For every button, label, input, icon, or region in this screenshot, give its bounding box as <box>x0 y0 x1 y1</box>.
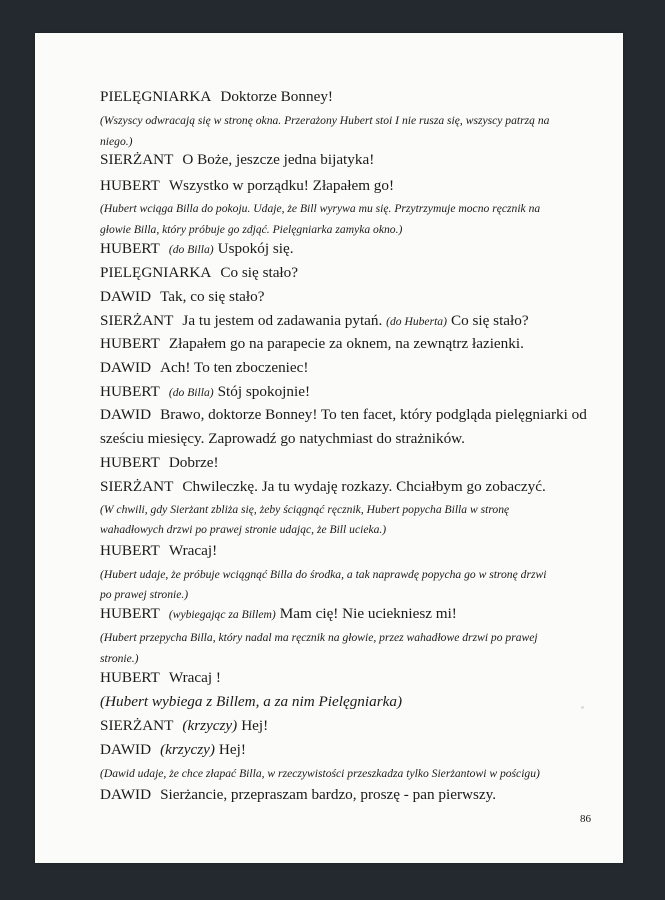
aside-direction: (krzyczy) <box>160 741 215 758</box>
speaker-name: DAWID <box>100 786 152 803</box>
speaker-name: HUBERT <box>100 383 160 400</box>
dialogue-line <box>100 151 374 169</box>
speaker-name: PIELĘGNIARKA <box>100 264 212 281</box>
dialogue-text: Wszystko w porządku! Złapałem go! <box>168 177 395 194</box>
speaker-name: HUBERT <box>100 454 160 471</box>
document-page <box>35 33 623 863</box>
dialogue-text: Hej! <box>218 741 246 758</box>
stage-direction: po prawej stronie.) <box>100 588 189 601</box>
speaker-name: SIERŻANT <box>100 151 174 168</box>
stage-direction: (Hubert udaje, że próbuje wciągnąć Billa do środka, a tak naprawdę popycha go w stronę drzwi <box>100 568 547 581</box>
dialogue-text: Chwileczkę. Ja tu wydaję rozkazy. Chciałbym go zobaczyć. <box>182 478 546 495</box>
dialogue-line <box>100 335 524 353</box>
dialogue-text: O Boże, jeszcze jedna bijatyka! <box>182 151 375 168</box>
dialogue-line <box>100 669 221 687</box>
dialogue-line <box>100 240 294 258</box>
paper-speck <box>581 706 584 709</box>
speaker-name: HUBERT <box>100 177 160 194</box>
stage-direction: wahadłowych drzwi po prawej stronie udając, że Bill ucieka.) <box>100 523 387 536</box>
speaker-name: HUBERT <box>100 240 160 257</box>
dialogue-text: Dobrze! <box>168 454 219 471</box>
dialogue-text: Doktorze Bonney! <box>220 88 333 105</box>
dialogue-line <box>100 786 496 804</box>
speaker-name: PIELĘGNIARKA <box>100 88 212 105</box>
speaker-name: DAWID <box>100 406 152 423</box>
dialogue-text: Ja tu jestem od zadawania pytań. <box>182 312 383 329</box>
dialogue-text: Uspokój się. <box>217 240 294 257</box>
speaker-name: HUBERT <box>100 669 160 686</box>
dialogue-line <box>100 264 298 282</box>
speaker-name: HUBERT <box>100 335 160 352</box>
dialogue-line <box>100 542 217 560</box>
dialogue-line <box>100 605 457 623</box>
aside-direction: (wybiegając za Billem) <box>168 608 276 621</box>
speaker-name: HUBERT <box>100 542 160 559</box>
stage-direction: (Hubert wciąga Billa do pokoju. Udaje, że Bill wyrywa mu się. Przytrzymuje mocno ręcznik na <box>100 202 541 215</box>
dialogue-text: Hej! <box>241 717 269 734</box>
speaker-name: DAWID <box>100 359 152 376</box>
stage-direction: głowie Billa, który próbuje go zdjąć. Pielęgniarka zamyka okno.) <box>100 223 403 236</box>
dialogue-text: Stój spokojnie! <box>217 383 311 400</box>
dialogue-text: Złapałem go na parapecie za oknem, na zewnątrz łazienki. <box>168 335 524 352</box>
stage-direction: (Hubert przepycha Billa, który nadal ma ręcznik na głowie, przez wahadłowe drzwi po prawej <box>100 631 538 644</box>
speaker-name: DAWID <box>100 741 152 758</box>
aside-direction: (do Billa) <box>168 243 214 256</box>
dialogue-text: Ach! To ten zboczeniec! <box>160 359 309 376</box>
dialogue-text: Co się stało? <box>450 312 529 329</box>
dialogue-line <box>100 88 333 106</box>
stage-direction: (Hubert wybiega z Billem, a za nim Pielęgniarka) <box>100 693 403 710</box>
dialogue-text: Sierżancie, przepraszam bardzo, proszę - pan pierwszy. <box>160 786 497 803</box>
dialogue-line <box>100 312 529 330</box>
dialogue-line <box>100 288 264 306</box>
dialogue-line <box>100 359 308 377</box>
dialogue-text: Wracaj ! <box>168 669 221 686</box>
dialogue-continuation: sześciu miesięcy. Zaprowadź go natychmiast do strażników. <box>100 430 465 447</box>
speaker-name: HUBERT <box>100 605 160 622</box>
dialogue-line <box>100 741 246 759</box>
speaker-name: SIERŻANT <box>100 312 174 329</box>
dialogue-text: Wracaj! <box>168 542 218 559</box>
stage-direction: (Dawid udaje, że chce złapać Billa, w rzeczywistości przeszkadza tylko Sierżantowi w pościgu) <box>100 767 540 780</box>
page-number: 86 <box>580 813 591 825</box>
speaker-name: SIERŻANT <box>100 478 174 495</box>
stage-direction: (W chwili, gdy Sierżant zbliża się, żeby ściągnąć ręcznik, Hubert popycha Billa w stronę <box>100 503 510 516</box>
dialogue-line <box>100 383 310 401</box>
speaker-name: SIERŻANT <box>100 717 174 734</box>
dialogue-text: Brawo, doktorze Bonney! To ten facet, który podgląda pielęgniarki od <box>160 406 587 423</box>
aside-direction: (krzyczy) <box>182 717 238 734</box>
dialogue-line <box>100 454 219 472</box>
dialogue-text: Co się stało? <box>220 264 298 281</box>
stage-direction: stronie.) <box>100 652 139 665</box>
speaker-name: DAWID <box>100 288 152 305</box>
dialogue-line <box>100 478 546 496</box>
dialogue-line <box>100 177 394 195</box>
stage-direction: (Wszyscy odwracają się w stronę okna. Przerażony Hubert stoi I nie rusza się, wszyscy patrzą na <box>100 114 550 127</box>
stage-direction: niego.) <box>100 135 133 148</box>
dialogue-line <box>100 406 587 424</box>
aside-direction: (do Huberta) <box>386 315 447 328</box>
dialogue-text: Tak, co się stało? <box>160 288 265 305</box>
aside-direction: (do Billa) <box>168 386 214 399</box>
dialogue-text: Mam cię! Nie uciekniesz mi! <box>279 605 457 622</box>
dialogue-line <box>100 717 268 735</box>
